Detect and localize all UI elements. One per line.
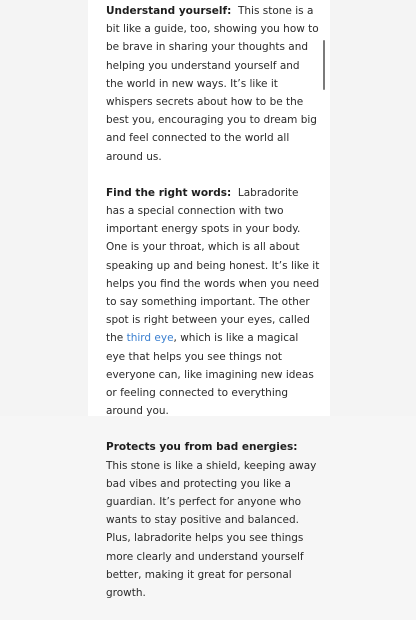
section-understand-yourself [106,2,320,166]
article-panel [88,0,330,600]
section-heading: Understand yourself: [106,5,232,17]
scrollbar-thumb[interactable] [323,40,325,90]
section-body: This stone is a bit like a guide, too, showing you how to be brave in sharing your thoughts and helping you understand yourself and the world in new ways. It’s like it whispers secrets about how to be the best you, encouraging you to dream big and feel connected to the world all around us. [106,5,319,163]
third-eye-link[interactable]: third eye [126,332,174,345]
section-find-the-right-words [106,184,320,421]
section-heading: Protects you from bad energies: [106,441,298,454]
vertical-scrollbar[interactable] [323,40,325,90]
section-body-part-1: Labradorite has a special connection with two important energy spots in your body. One is your throat, which is all about speaking up and being honest. It’s like it helps you find the words when you need to say something important. The other spot is right between your eyes, called the [106,186,320,345]
section-body: This stone is like a shield, keeping away bad vibes and protecting you like a guardian. It’s perfect for anyone who wants to stay positive and balanced. Plus, labradorite helps you see things more clearly and understand yourself better, making it great for personal growth. [106,459,317,600]
article-content [106,2,320,620]
section-body-part-2: , which is like a magical eye that helps you see things not everyone can, like imagining new ideas or feeling connected to everything around you. [106,332,314,418]
section-protects-you [106,438,320,602]
section-heading: Find the right words: [106,186,232,199]
